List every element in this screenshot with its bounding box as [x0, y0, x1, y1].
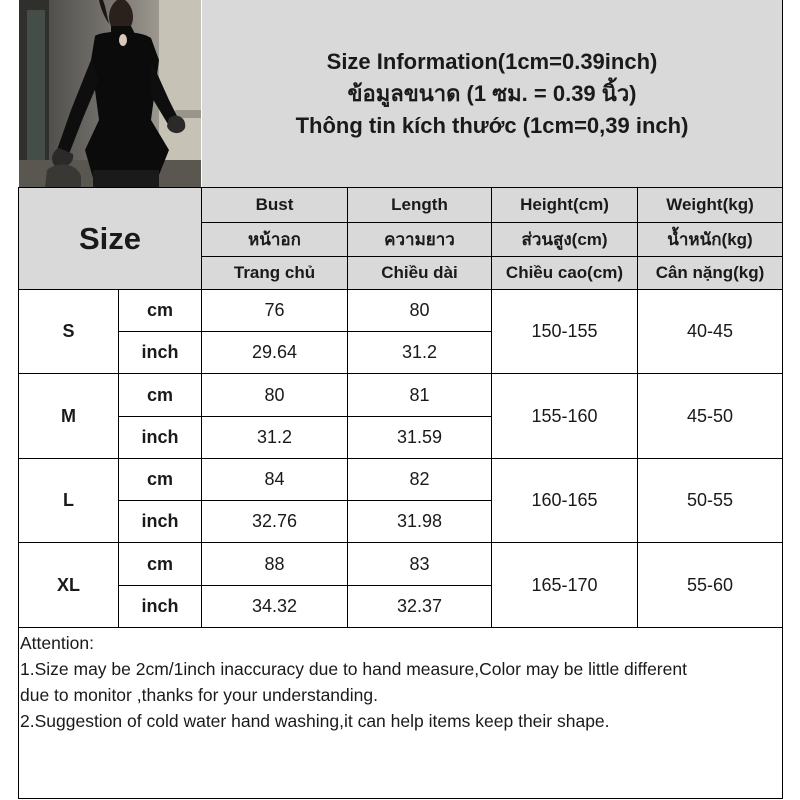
title-thai: ข้อมูลขนาด (1 ซม. = 0.39 นิ้ว) [347, 80, 637, 106]
weight-header-en: Weight(kg) [638, 188, 782, 222]
size-xl-length-inch: 32.37 [396, 596, 443, 616]
size-s-unit-cm: cm [146, 300, 173, 320]
height-header-en: Height(cm) [492, 188, 637, 222]
size-m-length-inch: 31.59 [396, 427, 443, 447]
length-header-th: ความยาว [348, 223, 491, 256]
attention-note-line: 2.Suggestion of cold water hand washing,it can help items keep their shape. [20, 711, 610, 731]
size-m-bust-inch: 31.2 [256, 427, 293, 447]
length-header-en: Length [348, 188, 491, 222]
size-l-bust-inch: 32.76 [251, 511, 298, 531]
product-photo-image [19, 0, 201, 187]
title-english: Size Information(1cm=0.39inch) [326, 48, 658, 74]
size-xl-height: 165-170 [531, 574, 598, 595]
size-l-weight: 50-55 [686, 490, 734, 510]
grid-line [782, 0, 783, 799]
size-xl-unit-cm: cm [146, 553, 173, 574]
weight-header-vi: Cân nặng(kg) [638, 257, 782, 289]
attention-note-line: due to monitor ,thanks for your understanding. [20, 685, 378, 705]
size-xl-length-cm: 83 [409, 553, 430, 574]
size-chart-sheet [18, 0, 783, 799]
size-s-bust-inch: 29.64 [251, 342, 298, 362]
size-xl-unit-inch: inch [141, 596, 179, 616]
grid-line [491, 187, 492, 627]
size-l-label: L [63, 490, 74, 510]
size-m-weight: 45-50 [686, 405, 734, 426]
title-vietnamese: Thông tin kích thước (1cm=0,39 inch) [295, 112, 689, 138]
size-l-height: 160-165 [531, 490, 598, 510]
size-s-length-inch: 31.2 [401, 342, 438, 362]
size-information-title-block [202, 0, 782, 187]
size-m-label: M [61, 405, 76, 426]
bust-header-en: Bust [202, 188, 347, 222]
grid-line [18, 542, 783, 543]
size-l-bust-cm: 84 [264, 469, 285, 489]
size-xl-bust-inch: 34.32 [251, 596, 298, 616]
size-s-bust-cm: 76 [264, 300, 285, 320]
grid-line [118, 289, 119, 627]
grid-line [18, 798, 783, 799]
height-header-th: ส่วนสูง(cm) [492, 223, 637, 256]
size-l-unit-inch: inch [141, 511, 179, 531]
bust-header-vi: Trang chủ [202, 257, 347, 289]
attention-heading: Attention: [20, 633, 94, 653]
size-m-bust-cm: 80 [264, 384, 285, 405]
grid-line [18, 373, 783, 374]
grid-line [347, 187, 348, 627]
size-s-weight: 40-45 [686, 321, 734, 341]
size-m-unit-inch: inch [141, 427, 179, 447]
size-m-unit-cm: cm [146, 384, 173, 405]
bust-header-th: หน้าอก [202, 223, 347, 256]
grid-line [18, 187, 783, 188]
grid-line [118, 416, 492, 417]
size-s-length-cm: 80 [409, 300, 430, 320]
size-s-unit-inch: inch [141, 342, 179, 362]
height-header-vi: Chiều cao(cm) [492, 257, 637, 289]
length-header-vi: Chiều dài [348, 257, 491, 289]
size-l-length-cm: 82 [409, 469, 430, 489]
size-s-label: S [62, 321, 75, 341]
size-xl-weight: 55-60 [686, 574, 734, 595]
grid-line [201, 222, 783, 223]
attention-note-line: 1.Size may be 2cm/1inch inaccuracy due to hand measure,Color may be little different [20, 659, 687, 679]
grid-line [118, 585, 492, 586]
product-photo [19, 0, 201, 187]
size-s-height: 150-155 [531, 321, 598, 341]
size-header: Size [19, 188, 201, 289]
size-m-length-cm: 81 [409, 384, 430, 405]
grid-line [118, 500, 492, 501]
attention-notes [20, 630, 780, 734]
size-l-unit-cm: cm [146, 469, 173, 489]
grid-line [18, 289, 783, 290]
size-xl-bust-cm: 88 [264, 553, 285, 574]
grid-line [18, 458, 783, 459]
grid-line [18, 187, 19, 799]
size-m-height: 155-160 [531, 405, 598, 426]
grid-line [201, 256, 783, 257]
size-xl-label: XL [56, 574, 80, 595]
grid-line [637, 187, 638, 627]
grid-line [201, 187, 202, 627]
grid-line [18, 627, 783, 628]
grid-line [118, 331, 492, 332]
size-l-length-inch: 31.98 [396, 511, 443, 531]
weight-header-th: น้ำหนัก(kg) [638, 223, 782, 256]
